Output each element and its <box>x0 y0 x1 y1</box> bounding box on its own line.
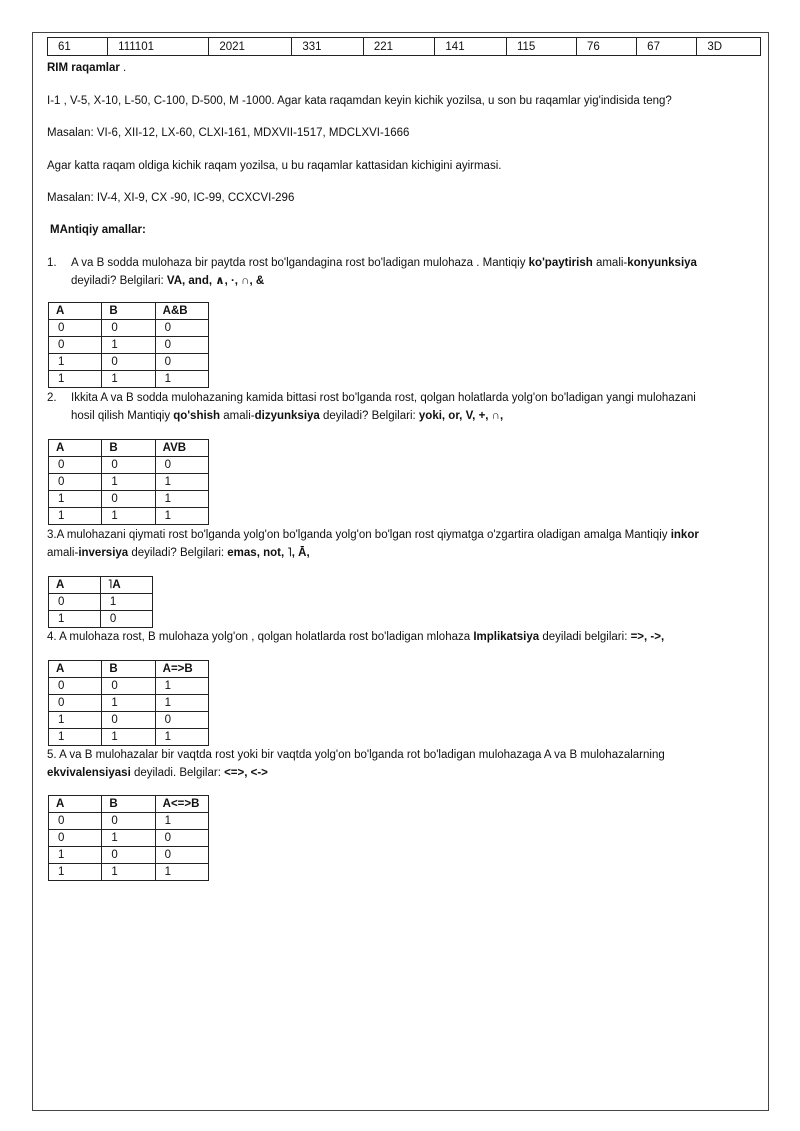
item-equivalence: 5. A va B mulohazalar bir vaqtda rost yoki bir vaqtda yolg'on bo'lganda rot bo'ladigan mulohazaga A va B mulohazalarning ekvivalensiyasi deyiladi. Belgilar: <=>, <-> <box>47 749 665 779</box>
item-disjunction: 2. Ikkita A va B sodda mulohazaning kamida bittasi rost bo'lganda rost, qolgan holatlarda yolg'on bo'ladigan yangi mulohazani hosil qilish Mantiqiy qo'shish amali-dizyunksiya deyiladi? Belgilari: yoki, or, V, +, ∩, <box>47 392 696 422</box>
truth-table-or <box>48 439 209 525</box>
truth-table-and <box>48 302 209 388</box>
table-cell: 111101 <box>108 38 209 56</box>
roman-example-2: Masalan: IV-4, XI-9, CX -90, IC-99, CCXCVI-296 <box>47 192 295 204</box>
table-row: 0 1 0 <box>49 830 209 847</box>
roman-example-1: Masalan: VI-6, XII-12, LX-60, CLXI-161, MDXVII-1517, MDCLXVI-1666 <box>47 127 410 139</box>
table-row: A B A<=>B <box>49 796 209 813</box>
table-row: 1 0 <box>49 611 153 628</box>
table-cell: 2021 <box>209 38 292 56</box>
table-cell: 115 <box>506 38 576 56</box>
document-page <box>32 32 769 1111</box>
table-row: 1 0 0 <box>49 354 209 371</box>
table-row: 0 1 0 <box>49 337 209 354</box>
item-conjunction: 1. A va B sodda mulohaza bir paytda rost bo'lgandagina rost bo'ladigan mulohaza . Mantiqiy ko'paytirish amali-konyunksiya deyiladi? Belgilari: VA, and, ∧, ·, ∩, & <box>47 257 697 287</box>
truth-table-not <box>48 576 153 628</box>
table-row: 1 1 1 <box>49 371 209 388</box>
table-row: 0 1 1 <box>49 474 209 491</box>
document-content <box>47 37 765 878</box>
table-row: 0 0 1 <box>49 813 209 830</box>
table-row: 1 0 0 <box>49 847 209 864</box>
truth-table-implication <box>48 660 209 746</box>
table-row <box>48 38 761 56</box>
table-row: 1 0 0 <box>49 712 209 729</box>
table-row: A B AVB <box>49 440 209 457</box>
table-row: 0 0 0 <box>49 457 209 474</box>
table-cell: 331 <box>292 38 364 56</box>
table-row: A B A=>B <box>49 661 209 678</box>
table-row: A ˥A <box>49 577 153 594</box>
table-row: 1 0 1 <box>49 491 209 508</box>
table-row: 0 1 1 <box>49 695 209 712</box>
roman-heading: RIM raqamlar . <box>47 62 127 74</box>
item-inversion: 3.A mulohazani qiymati rost bo'lganda yolg'on bo'lganda yolg'on bo'lgan rost qiymatga o'zgartira oladigan amalga Mantiqiy inkor amali-inversiya deyiladi? Belgilari: emas, not, ˥, Ā, <box>47 529 699 559</box>
roman-rule-2: Agar katta raqam oldiga kichik raqam yozilsa, u bu raqamlar kattasidan kichigini ayirmasi. <box>47 160 502 172</box>
table-row: 0 0 0 <box>49 320 209 337</box>
table-cell: 141 <box>435 38 507 56</box>
table-cell: 221 <box>363 38 435 56</box>
table-row: 1 1 1 <box>49 729 209 746</box>
roman-rule-1: I-1 , V-5, X-10, L-50, C-100, D-500, M -1000. Agar kata raqamdan keyin kichik yozilsa, u son bu raqamlar yig'indisida teng? <box>47 95 672 107</box>
table-row: 0 0 1 <box>49 678 209 695</box>
table-cell: 67 <box>637 38 697 56</box>
logic-heading: MAntiqiy amallar: <box>50 224 146 236</box>
table-cell: 76 <box>577 38 637 56</box>
table-cell: 3D <box>697 38 761 56</box>
table-row: 1 1 1 <box>49 508 209 525</box>
table-row: 1 1 1 <box>49 864 209 881</box>
truth-table-equivalence <box>48 795 209 881</box>
table-row: A B A&B <box>49 303 209 320</box>
table-cell: 61 <box>48 38 108 56</box>
table-row: 0 1 <box>49 594 153 611</box>
item-implication: 4. A mulohaza rost, B mulohaza yolg'on , qolgan holatlarda rost bo'ladigan mlohaza Implikatsiya deyiladi belgilari: =>, ->, <box>47 631 665 643</box>
number-row-table <box>47 37 761 56</box>
